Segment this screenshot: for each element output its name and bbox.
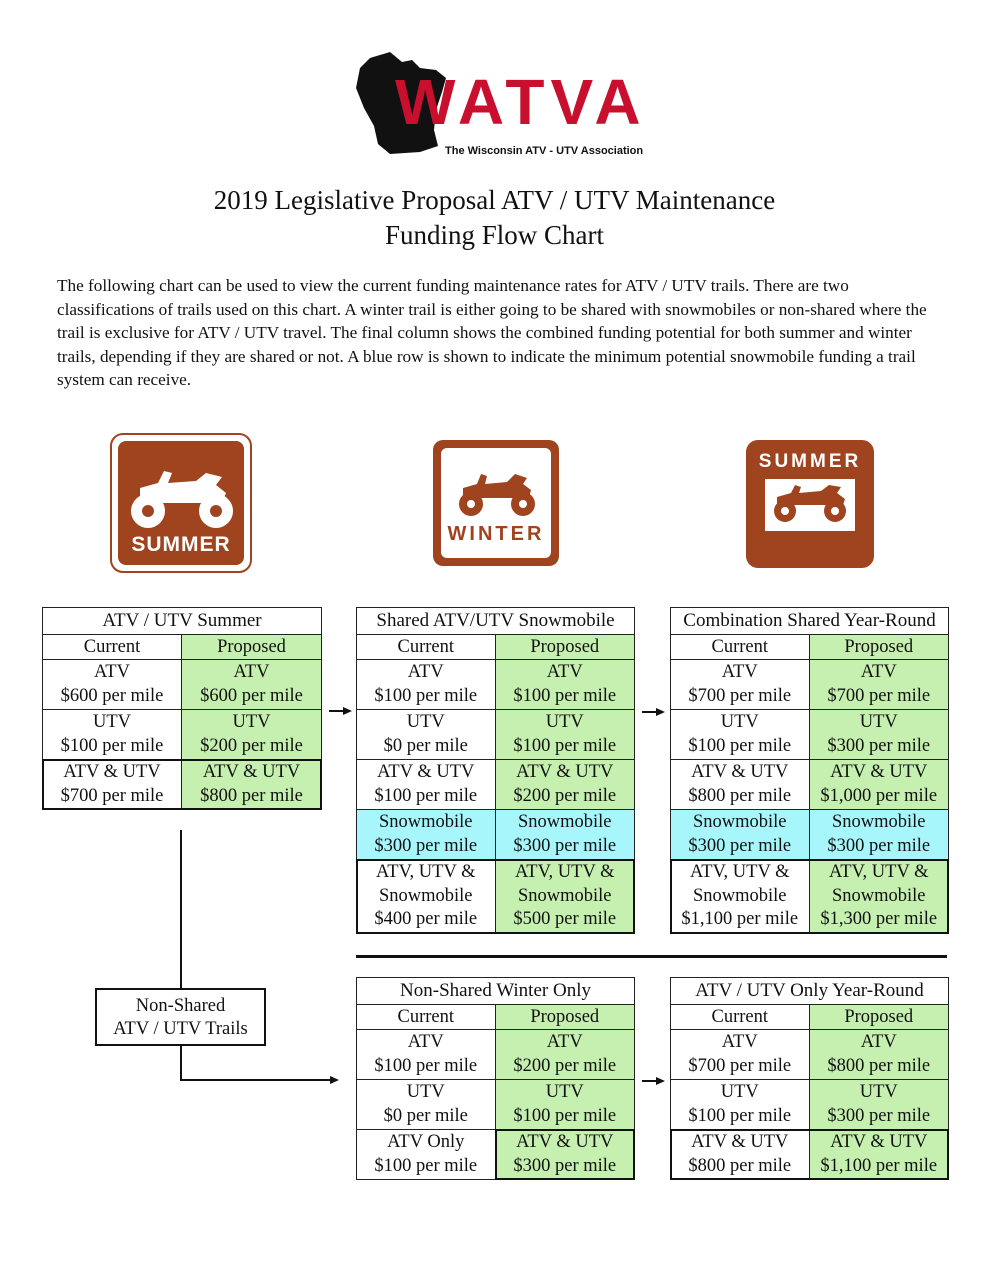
- cell-label: UTV: [545, 1082, 584, 1102]
- title-line-1: 2019 Legislative Proposal ATV / UTV Maintenance: [213, 185, 776, 215]
- cell-label: Snowmobile: [378, 812, 473, 832]
- cell-value: $100 per mile: [374, 1055, 478, 1076]
- col-current: Current: [357, 635, 496, 659]
- connector-line: [180, 830, 182, 988]
- cell-label: ATV, UTV &: [828, 862, 929, 882]
- col-current: Current: [671, 1005, 810, 1029]
- watva-logo: [350, 48, 650, 163]
- connector-line: [180, 1046, 182, 1081]
- cell-value: $100 per mile: [513, 1105, 617, 1126]
- cell-value: $0 per mile: [383, 735, 468, 756]
- summer-winter-sign-icon: [745, 439, 875, 569]
- cell-value: $0 per mile: [383, 1105, 468, 1126]
- cell-value: $400 per mile: [374, 909, 478, 929]
- intro-paragraph: [57, 274, 937, 392]
- col-current: Current: [357, 1005, 496, 1029]
- nonshared-box-line-1: Non-Shared: [135, 996, 226, 1016]
- cell-value: $300 per mile: [374, 835, 478, 856]
- cell-label: ATV & UTV: [691, 762, 789, 782]
- summer-table: [42, 607, 322, 810]
- cell-label-2: Snowmobile: [517, 885, 612, 906]
- table-row-snowmobile: [671, 810, 948, 860]
- table-row: [43, 710, 321, 760]
- cell-value: $800 per mile: [827, 1055, 931, 1076]
- cell-label-2: Snowmobile: [831, 885, 926, 906]
- table-row-snowmobile: [357, 810, 634, 860]
- cell-value: $600 per mile: [200, 685, 303, 706]
- shared-table: [356, 607, 635, 934]
- atvonly-table: [670, 977, 949, 1180]
- table-row: [357, 760, 634, 810]
- cell-label: UTV: [232, 712, 271, 732]
- cell-value: $200 per mile: [513, 1055, 617, 1076]
- logo-wordmark: WATVA: [395, 66, 647, 138]
- cell-label: ATV & UTV: [691, 1132, 789, 1152]
- cell-label: ATV: [407, 1032, 444, 1052]
- cell-label: Snowmobile: [692, 812, 787, 832]
- cell-label: ATV & UTV: [377, 762, 475, 782]
- col-current: Current: [43, 635, 182, 659]
- cell-label: UTV: [406, 712, 445, 732]
- cell-value: $1,100 per mile: [820, 1155, 938, 1176]
- cell-label: ATV: [233, 662, 270, 682]
- col-proposed: Proposed: [496, 635, 635, 659]
- cell-label: ATV Only: [387, 1132, 465, 1152]
- cell-label: ATV & UTV: [202, 762, 301, 782]
- table-row-total: [671, 1130, 948, 1179]
- cell-value: $700 per mile: [688, 1055, 792, 1076]
- col-proposed: Proposed: [810, 1005, 949, 1029]
- cell-label: ATV, UTV &: [514, 862, 615, 882]
- cell-value: $100 per mile: [688, 1105, 792, 1126]
- intro-text: The following chart can be used to view the current funding maintenance rates for ATV / UTV trails. There are two classifications of trails used on this chart. A winter trail is either going to be shared with snowmobiles or non-shared where the trail is exclusive for ATV / UTV travel. The final column shows the combined funding potential for both summer and winter trails, depending if they are shared or not. A blue row is shown to indicate the minimum potential snowmobile funding a trail system can receive.: [57, 276, 927, 389]
- cell-label: ATV: [546, 1032, 583, 1052]
- page-title: [0, 183, 989, 253]
- table-row: [357, 660, 634, 710]
- table-row: [671, 760, 948, 810]
- table-row: [671, 660, 948, 710]
- cell-label: ATV & UTV: [516, 1132, 614, 1152]
- cell-value: $700 per mile: [827, 685, 931, 706]
- winter-sign-label: WINTER: [447, 523, 545, 545]
- cell-label: ATV: [94, 662, 130, 682]
- shared-table-title: Shared ATV/UTV Snowmobile: [357, 608, 634, 635]
- combo-sign-bottom-label: WINTER: [766, 534, 854, 555]
- cell-label: ATV: [407, 662, 444, 682]
- table-row: [671, 1030, 948, 1080]
- cell-value: $200 per mile: [513, 785, 617, 806]
- cell-value: $300 per mile: [827, 835, 931, 856]
- col-current: Current: [671, 635, 810, 659]
- cell-value: $100 per mile: [688, 735, 792, 756]
- table-row-total: [43, 760, 321, 809]
- col-proposed: Proposed: [496, 1005, 635, 1029]
- cell-value: $100 per mile: [513, 735, 617, 756]
- cell-value: $700 per mile: [688, 685, 792, 706]
- table-row: [43, 660, 321, 710]
- cell-value: $1,000 per mile: [820, 785, 938, 806]
- cell-label: ATV, UTV &: [689, 862, 790, 882]
- table-row: [671, 1080, 948, 1130]
- table-row: [357, 1080, 634, 1130]
- atvonly-table-title: ATV / UTV Only Year-Round: [671, 978, 948, 1005]
- connector-line: [180, 1079, 332, 1081]
- summer-table-title: ATV / UTV Summer: [43, 608, 321, 635]
- cell-label: Snowmobile: [517, 812, 612, 832]
- arrow-right-icon: [656, 1077, 665, 1085]
- cell-value: $100 per mile: [513, 685, 617, 706]
- table-row-total: [357, 860, 634, 933]
- cell-label: UTV: [720, 712, 759, 732]
- combo-sign-top-label: SUMMER: [758, 451, 862, 472]
- cell-value: $300 per mile: [827, 1105, 931, 1126]
- combo-table-title: Combination Shared Year-Round: [671, 608, 948, 635]
- cell-value: $300 per mile: [688, 835, 792, 856]
- cell-value: $600 per mile: [60, 685, 164, 706]
- cell-value: $300 per mile: [513, 835, 617, 856]
- nonshared-table: [356, 977, 635, 1180]
- cell-label: ATV & UTV: [516, 762, 614, 782]
- cell-label: ATV & UTV: [830, 762, 928, 782]
- cell-value: $100 per mile: [60, 735, 164, 756]
- nonshared-table-title: Non-Shared Winter Only: [357, 978, 634, 1005]
- summer-sign-icon: [110, 433, 252, 573]
- cell-label: UTV: [859, 712, 898, 732]
- cell-label: ATV: [721, 662, 758, 682]
- table-row: [671, 710, 948, 760]
- cell-value: $1,100 per mile: [681, 909, 799, 929]
- cell-label: UTV: [92, 712, 132, 732]
- cell-label: UTV: [859, 1082, 898, 1102]
- cell-value: $800 per mile: [200, 785, 303, 806]
- cell-label: UTV: [406, 1082, 445, 1102]
- cell-value: $200 per mile: [200, 735, 303, 756]
- cell-label-2: Snowmobile: [692, 885, 787, 906]
- cell-label-2: Snowmobile: [378, 885, 473, 906]
- summer-sign-label: SUMMER: [131, 533, 231, 556]
- cell-value: $100 per mile: [374, 1155, 478, 1176]
- combo-table: [670, 607, 949, 934]
- cell-value: $300 per mile: [827, 735, 931, 756]
- title-line-2: Funding Flow Chart: [384, 220, 605, 250]
- arrow-right-icon: [343, 707, 352, 715]
- cell-label: UTV: [720, 1082, 759, 1102]
- cell-label: ATV & UTV: [63, 762, 161, 782]
- col-proposed: Proposed: [810, 635, 949, 659]
- logo-tagline: The Wisconsin ATV - UTV Association: [445, 145, 644, 157]
- table-row-total: [357, 1130, 634, 1179]
- cell-value: $800 per mile: [688, 1155, 792, 1176]
- cell-label: ATV: [860, 1032, 897, 1052]
- arrow-right-icon: [330, 1076, 339, 1084]
- cell-value: $500 per mile: [513, 909, 617, 929]
- cell-value: $100 per mile: [374, 785, 478, 806]
- table-row: [357, 710, 634, 760]
- cell-value: $800 per mile: [688, 785, 792, 806]
- nonshared-box-line-2: ATV / UTV Trails: [113, 1019, 248, 1039]
- cell-label: ATV, UTV &: [375, 862, 476, 882]
- cell-value: $700 per mile: [60, 785, 164, 806]
- cell-label: ATV: [860, 662, 897, 682]
- table-row-total: [671, 860, 948, 933]
- cell-value: $100 per mile: [374, 685, 478, 706]
- section-divider: [356, 955, 947, 958]
- cell-label: UTV: [545, 712, 584, 732]
- cell-value: $300 per mile: [513, 1155, 617, 1176]
- table-row: [357, 1030, 634, 1080]
- cell-label: ATV: [546, 662, 583, 682]
- col-proposed: Proposed: [182, 635, 321, 659]
- nonshared-trails-box: [95, 988, 266, 1046]
- cell-label: ATV: [721, 1032, 758, 1052]
- cell-value: $1,300 per mile: [820, 909, 938, 929]
- cell-label: ATV & UTV: [830, 1132, 928, 1152]
- cell-label: Snowmobile: [831, 812, 926, 832]
- arrow-right-icon: [656, 708, 665, 716]
- winter-sign-icon: [431, 438, 561, 568]
